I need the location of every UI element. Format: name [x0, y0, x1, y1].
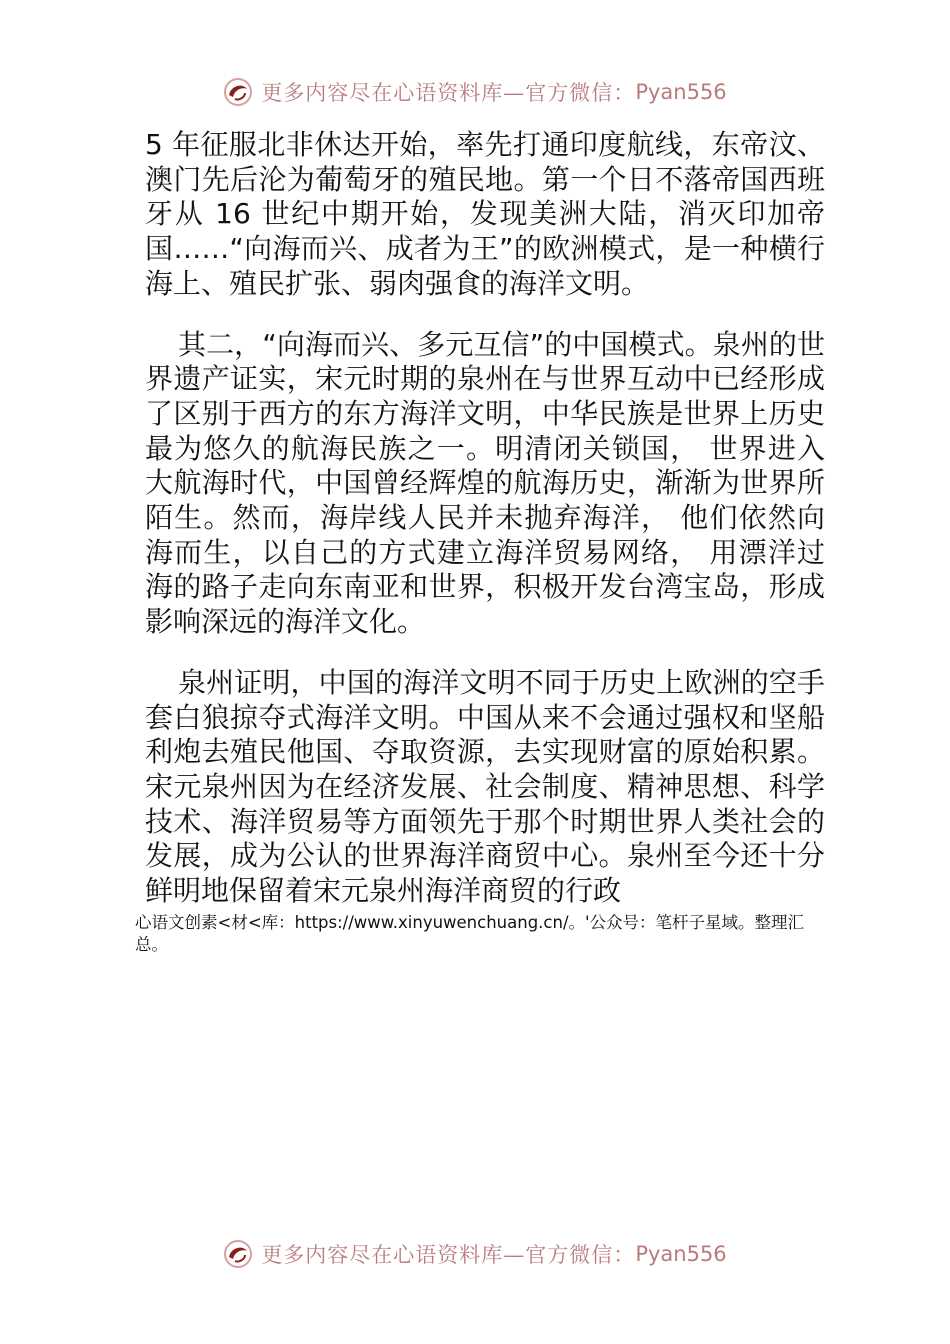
header-banner: [0, 70, 950, 114]
footer-banner-code: Pyan556: [635, 1242, 727, 1266]
footer-banner-text: 更多内容尽在心语资料库—官方微信：: [261, 1243, 636, 1267]
paragraph-1: 5 年征服北非休达开始，率先打通印度航线，东帝汶、澳门先后沦为葡萄牙的殖民地。第一个日不落帝国西班牙从 16 世纪中期开始，发现美洲大陆，消灭印加帝国……“向海而兴、成者为王”的欧洲模式，是一种横行海上、殖民扩张、弱肉强食的海洋文明。: [145, 128, 825, 300]
paragraph-2: 其二，“向海而兴、多元互信”的中国模式。泉州的世界遗产证实，宋元时期的泉州在与世界互动中已经形成了区别于西方的东方海洋文明，中华民族是世界上历史最为悠久的航海民族之一。明清闭关锁国， 世界进入大航海时代，中国曾经辉煌的航海历史，渐渐为世界所陌生。然而，海岸线人民并未抛弃海洋， 他们依然向海而生，以自己的方式建立海洋贸易网络， 用漂洋过海的路子走向东南亚和世界，积极开发台湾宝岛，形成影响深远的海洋文化。: [145, 327, 825, 639]
swirl-logo-icon: [223, 1239, 253, 1269]
footer-banner: [0, 1232, 950, 1276]
header-banner-text: 更多内容尽在心语资料库—官方微信：: [261, 81, 636, 105]
swirl-logo-icon: [223, 77, 253, 107]
paragraph-3: 泉州证明，中国的海洋文明不同于历史上欧洲的空手套白狼掠夺式海洋文明。中国从来不会通过强权和坚船利炮去殖民他国、夺取资源，去实现财富的原始积累。宋元泉州因为在经济发展、社会制度、精神思想、科学技术、海洋贸易等方面领先于那个时期世界人类社会的发展，成为公认的世界海洋商贸中心。泉州至今还十分鲜明地保留着宋元泉州海洋商贸的行政: [145, 665, 825, 908]
header-banner-code: Pyan556: [635, 80, 727, 104]
source-note: 心语文创素<材<库：https://www.xinyuwenchuang.cn/。'公众号：笔杆子星域。整理汇总。: [135, 913, 805, 954]
document-body: [145, 128, 825, 909]
